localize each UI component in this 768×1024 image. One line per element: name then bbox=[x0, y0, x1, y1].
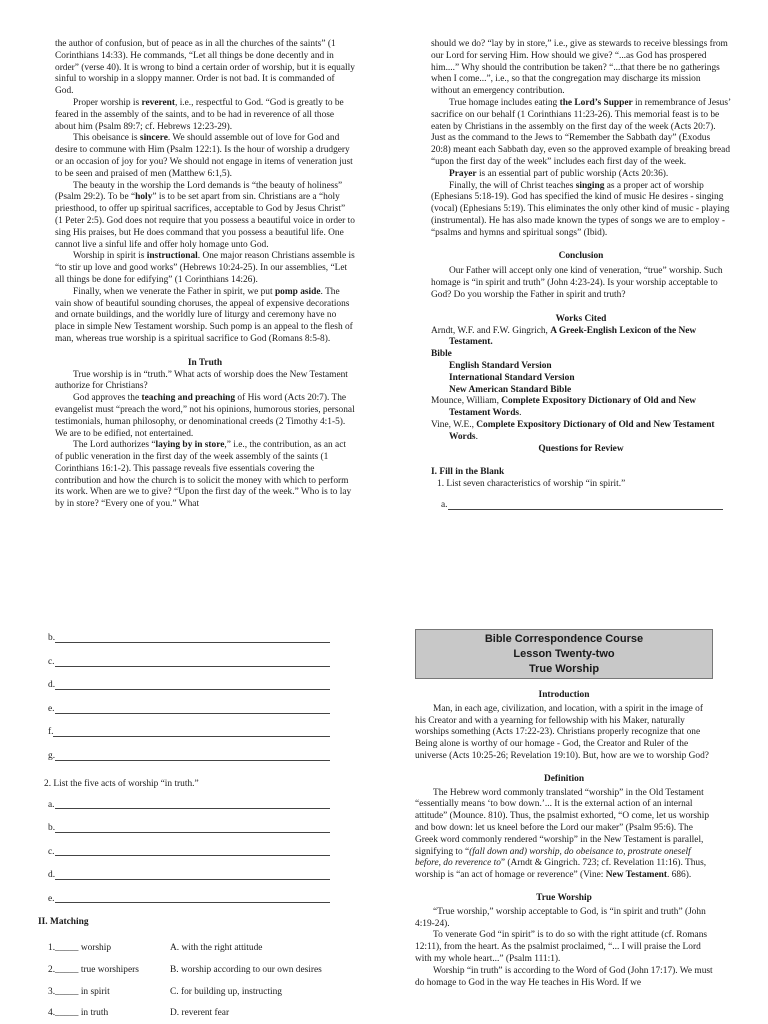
questions-for-review-heading: Questions for Review bbox=[538, 443, 624, 454]
matching-term[interactable]: 3._____ in spirit bbox=[48, 986, 110, 997]
introduction-text: Man, in each age, civilization, and location, with a spirit in the image of his Creator and with a yearning for fellowship with his Maker, naturally worships something (Acts 17:22-23). Christians properly recognize that one Being alone is worthy of our homage - God, the Creator and Ruler of the universe (Acts 10:25-26; Revelation 19:10). But, how are we to worship God? bbox=[415, 703, 709, 761]
paragraph: The beauty in the worship the Lord demands is “the beauty of holiness” (Psalm 29:2). To be “holy” is to be set apart from sin. Christians are a “holy priesthood, to offer up spiritual sacrifices, acceptable to God by Jesus Christ” (1 Peter 2:5). God does not require that you possess a beautiful voice in order to sing His praises, but He does command that you possess a beautiful life. One cannot live a sinful life and offer holy homage unto God. bbox=[55, 180, 355, 250]
lesson-title: True Worship bbox=[528, 663, 600, 675]
works-cited-entry: Vine, W.E., Complete Expository Dictionary of Old and New Testament Words. bbox=[431, 419, 715, 442]
blank-label: e. bbox=[48, 893, 55, 904]
paragraph: To venerate God “in spirit” is to do so with the right attitude (cf. Romans 12:11), from the heart. As the psalmist proclaimed, “... I will praise the Lord with my whole heart...” (Psalm 111:1). bbox=[415, 930, 708, 964]
works-cited-entry: Bible bbox=[431, 349, 452, 360]
answer-blank[interactable] bbox=[48, 658, 330, 669]
matching-definition: D. reverent fear bbox=[170, 1008, 230, 1019]
answer-line[interactable] bbox=[55, 713, 330, 714]
answer-line[interactable] bbox=[55, 879, 330, 880]
answer-line[interactable] bbox=[448, 509, 723, 510]
answer-blank[interactable] bbox=[48, 705, 330, 716]
top-left-column bbox=[55, 39, 355, 511]
answer-blank[interactable] bbox=[48, 752, 330, 763]
answer-blank[interactable] bbox=[48, 824, 330, 835]
answer-blank[interactable] bbox=[48, 871, 330, 882]
blank-label: e. bbox=[48, 703, 55, 714]
answer-line[interactable] bbox=[55, 902, 330, 903]
works-cited-list bbox=[431, 326, 731, 444]
paragraph: “True worship,” worship acceptable to God, is “in spirit and truth” (John 4:19-24). bbox=[415, 906, 706, 929]
paragraph: True worship is in “truth.” What acts of worship does the New Testament authorize for Christians? bbox=[55, 369, 348, 392]
works-cited-heading: Works Cited bbox=[555, 313, 607, 324]
matching-list bbox=[38, 943, 348, 1020]
blank-label: a. bbox=[441, 500, 448, 511]
conclusion-heading: Conclusion bbox=[558, 250, 604, 261]
course-title-banner bbox=[415, 629, 713, 679]
paragraph: Finally, when we venerate the Father in spirit, we put pomp aside. The vain show of beautiful sounding choruses, the appeal of expensive decorations and ornate buildings, and the worldly lure of liturgy and ceremony have no place in simple New Testament worship. Such pomp is an appeal to the flesh of man, whereas true worship is a spiritual sacrifice to God (Romans 8:5-8). bbox=[55, 286, 353, 344]
paragraph: Prayer is an essential part of public worship (Acts 20:36). bbox=[449, 168, 669, 179]
introduction-heading: Introduction bbox=[538, 690, 590, 700]
question-2-blanks bbox=[38, 800, 348, 905]
matching-definition: B. worship according to our own desires bbox=[170, 964, 322, 975]
bottom-left-column bbox=[38, 634, 348, 1020]
paragraph: Proper worship is reverent, i.e., respectful to God. “God is greatly to be feared in the assembly of the saints, and to be had in reverence of all those about him (Psalm 89:7; cf. Hebrews 12:23-29). bbox=[55, 97, 344, 132]
works-cited-entry: English Standard Version bbox=[449, 360, 552, 371]
question-1-text: 1. List seven characteristics of worship “in spirit.” bbox=[437, 479, 626, 490]
blank-label: a. bbox=[48, 799, 55, 810]
matching-row bbox=[38, 1008, 348, 1020]
matching-row bbox=[38, 965, 348, 977]
answer-line[interactable] bbox=[55, 642, 330, 643]
blank-label: g. bbox=[48, 750, 56, 761]
matching-term[interactable]: 4._____ in truth bbox=[48, 1008, 109, 1019]
works-cited-entry: International Standard Version bbox=[449, 372, 575, 383]
answer-blank[interactable] bbox=[48, 634, 330, 645]
course-name: Bible Correspondence Course bbox=[484, 633, 644, 645]
matching-heading: II. Matching bbox=[38, 917, 89, 928]
lesson-number: Lesson Twenty-two bbox=[513, 648, 615, 660]
blank-label: d. bbox=[48, 870, 56, 880]
answer-blank[interactable] bbox=[48, 800, 330, 811]
answer-line[interactable] bbox=[55, 832, 330, 833]
answer-line[interactable] bbox=[53, 736, 330, 737]
blank-label: b. bbox=[48, 633, 56, 644]
matching-term[interactable]: 2._____ true worshipers bbox=[48, 964, 139, 975]
paragraph: Worship in spirit is instructional. One major reason Christians assemble is “to stir up love and good works” (Hebrews 10:24-25). In our assemblies, “Let all things be done for edifying” (1 Corinthians 14:26). bbox=[55, 251, 355, 285]
blank-label: f. bbox=[48, 727, 54, 738]
paragraph: This obeisance is sincere. We should assemble out of love for God and desire to commune with Him (Psalm 122:1). Is the hour of worship a drudgery or an occasion of joy for you? We should not engage in items of veneration just to be seen and praised of men (Matthew 6:1,5). bbox=[55, 133, 353, 179]
paragraph: The Lord authorizes “laying by in store,” i.e., the contribution, as an act of public veneration in the first day of the week assembly of the saints (1 Corinthians 16:1-2). This passage reveals five essentials covering the contribution and how the church is to solicit the money with which to perform its work. When are we to give? “Upon the first day of the week.” Who is to lay by in store? “Every one of you.” What bbox=[55, 440, 352, 510]
definition-heading: Definition bbox=[543, 773, 585, 784]
paragraph: God approves the teaching and preaching of His word (Acts 20:7). The evangelist must “preach the word,” not his opinions, humorous stories, personal testimonials, human philosophy, or denominational creeds (2 Timothy 4:1-5). We are to be edified, not entertained. bbox=[55, 393, 355, 439]
answer-line[interactable] bbox=[55, 808, 330, 809]
blank-label: b. bbox=[48, 823, 56, 833]
paragraph: True homage includes eating the Lord’s Supper in remembrance of Jesus’ sacrifice on our behalf (1 Corinthians 11:23-26). This memorial feast is to be eaten by Christians in the assembly on the first day of the week (Acts 20:7). Just as the command to the Jews to “Remember the Sabbath day” (Exodus 20:8) meant each Sabbath day, even so the approved example of breaking bread “upon the first day of the week” includes each first day of the week. bbox=[431, 97, 731, 167]
answer-blank[interactable] bbox=[48, 681, 330, 692]
matching-definition: A. with the right attitude bbox=[170, 943, 263, 954]
paragraph: should we do? “lay by in store,” i.e., give as stewards to receive blessings from our Lord for serving Him. How should we give? “...as God has prospered him....” Why should the contribution be taken? “...that there be no gatherings when I come...”, i.e., so that the congregation may discharge its mission without an emergency contribution. bbox=[431, 39, 728, 97]
in-truth-section bbox=[55, 370, 355, 512]
fill-in-blank-heading: I. Fill in the Blank bbox=[431, 467, 505, 478]
answer-line[interactable] bbox=[55, 855, 330, 856]
question-1-blanks bbox=[38, 634, 348, 763]
answer-blank[interactable] bbox=[48, 847, 330, 858]
acts-of-worship-section bbox=[431, 39, 731, 240]
in-truth-heading: In Truth bbox=[187, 357, 223, 368]
definition-text: The Hebrew word commonly translated “worship” in the Old Testament “essentially means ‘to bow down.’... It is the external action of an internal attitude” (Mounce. 810). Thus, the psalmist exhorted, “O come, let us worship and bow down: let us kneel before the Lord our maker” (Psalm 95:6). The Greek word commonly rendered “worship” in the New Testament is parallel, signifying to “(fall down and) worship, do obeisance to, prostrate oneself before, do reverence to” (Arndt & Gingrich. 723; cf. Revelation 11:16). Thus, worship is “an act of homage or reverence” (Vine: New Testament. 686). bbox=[415, 787, 710, 881]
blank-label: c. bbox=[48, 656, 55, 667]
matching-row bbox=[38, 987, 348, 999]
spirit-characteristics-section bbox=[55, 39, 355, 346]
paragraph: Worship “in truth” is according to the Word of God (John 17:17). We must do homage to God in the way He teaches in His Word. If we bbox=[415, 965, 713, 988]
paragraph: the author of confusion, but of peace as in all the churches of the saints” (1 Corinthians 14:33). He commands, “Let all things be done decently and in order” (verse 40). It is wrong to bind a certain order of worship, but it is equally sinful to worship in a sloppy manner. Order is not bad. It is commanded of God. bbox=[55, 39, 355, 97]
blank-label: c. bbox=[48, 846, 55, 857]
top-right-column bbox=[431, 39, 731, 512]
paragraph: Finally, the will of Christ teaches singing as a proper act of worship (Ephesians 5:18-19). God has specified the kind of music He desires - singing (vocal) (Ephesians 5:19). This eliminates the only other kind of music - playing (instrumental). He has also made known the types of songs we are to employ - “psalms and hymns and spiritual songs” (Ibid). bbox=[431, 180, 730, 238]
answer-line[interactable] bbox=[55, 666, 330, 667]
answer-blank[interactable] bbox=[48, 894, 330, 905]
question-2-text: 2. List the five acts of worship “in truth.” bbox=[44, 778, 199, 789]
blank-label: d. bbox=[48, 680, 56, 691]
answer-line[interactable] bbox=[55, 760, 330, 761]
works-cited-entry: Mounce, William, Complete Expository Dictionary of Old and New Testament Words. bbox=[431, 396, 697, 419]
conclusion-text: Our Father will accept only one kind of veneration, “true” worship. Such homage is “in spirit and truth” (John 4:23-24). Is your worship acceptable to God? Do you worship the Father in spirit and truth? bbox=[431, 266, 723, 300]
true-worship-heading: True Worship bbox=[536, 892, 592, 903]
answer-line[interactable] bbox=[55, 689, 330, 690]
matching-term[interactable]: 1._____ worship bbox=[48, 943, 112, 954]
bottom-right-column bbox=[415, 690, 713, 989]
true-worship-section bbox=[415, 907, 713, 990]
answer-blank-1a[interactable] bbox=[441, 501, 723, 512]
works-cited-entry: Arndt, W.F. and F.W. Gingrich, A Greek-English Lexicon of the New Testament. bbox=[431, 325, 697, 348]
matching-definition: C. for building up, instructing bbox=[170, 986, 282, 997]
matching-row bbox=[38, 943, 348, 955]
works-cited-entry: New American Standard Bible bbox=[449, 384, 572, 395]
answer-blank[interactable] bbox=[48, 728, 330, 739]
